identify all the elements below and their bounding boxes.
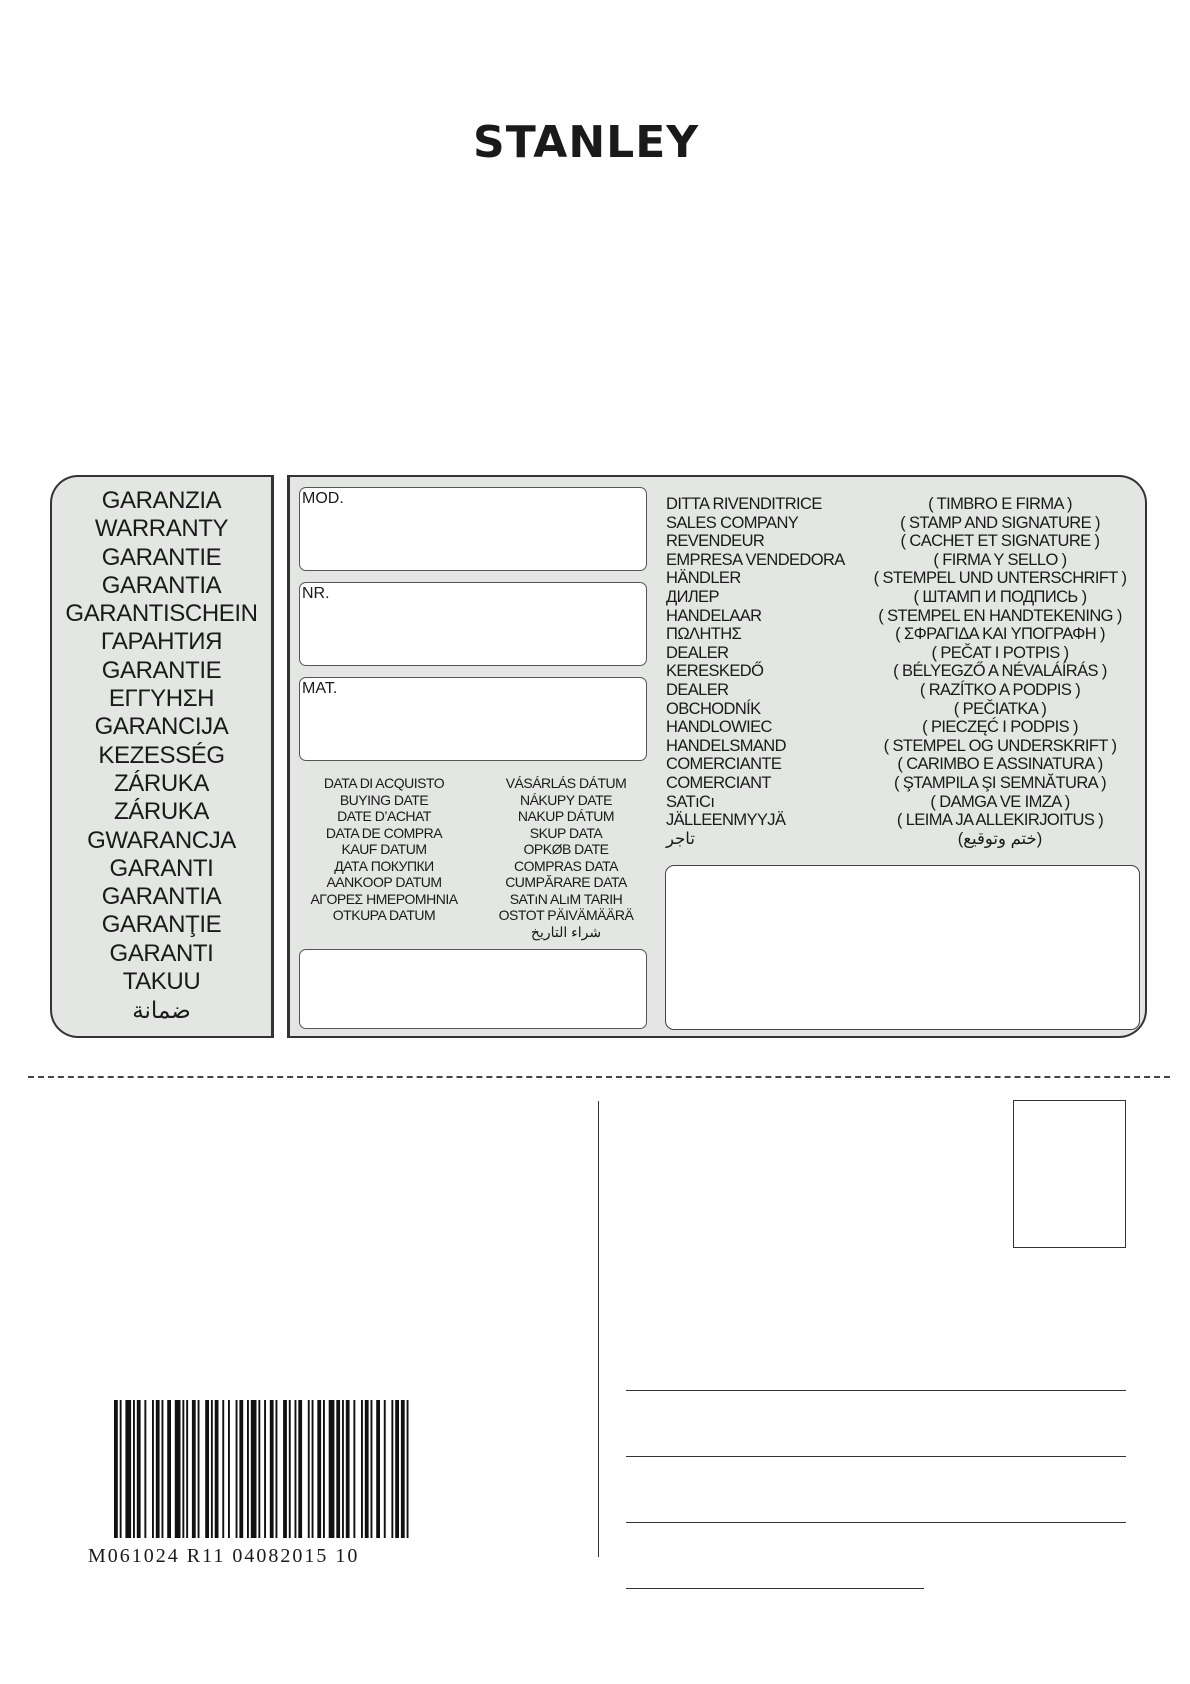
dealer-label: DEALER <box>666 643 729 662</box>
warranty-form-panel <box>287 475 1147 1038</box>
stamp-label: ( TIMBRO E FIRMA ) <box>928 495 1072 513</box>
stamp-label: ( RAZÍTKO A PODPIS ) <box>919 680 1081 699</box>
purchase-date-field[interactable] <box>299 949 647 1029</box>
dealer-label: EMPRESA VENDEDORA <box>666 550 845 569</box>
stamp-label: ( ŞTAMPILA ŞI SEMNĂTURA ) <box>893 773 1107 792</box>
warranty-title-list <box>52 487 271 1025</box>
dealer-label: KERESKEDŐ <box>666 662 764 681</box>
warranty-word: GARANTI <box>109 939 214 967</box>
stamp-label: ( ΣΦΡΑΓΙΔΑ ΚΑΙ ΥΠΟΓΡΑΦΗ ) <box>895 625 1105 644</box>
warranty-word: ZÁRUKA <box>114 798 209 826</box>
cut-line <box>28 1076 1170 1078</box>
dealer-label: DITTA RIVENDITRICE <box>666 495 822 513</box>
warranty-word: GARANTIA <box>101 571 222 599</box>
purchase-date-labels-left <box>294 775 474 924</box>
purchase-date-label: ΑΓΟΡΕΣ ΗΜΕΡΟΜΗΝΙΑ <box>310 890 458 907</box>
stamp-label: ( LEIMA JA ALLEKIRJOITUS ) <box>896 811 1104 830</box>
stamp-label: ( CARIMBO E ASSINATURA ) <box>897 755 1103 774</box>
stamp-signature-labels <box>865 495 1135 848</box>
stamp-label: ( PIECZĘĆ I PODPIS ) <box>922 718 1078 737</box>
warranty-word: GARANTISCHEIN <box>65 600 258 628</box>
dealer-label: HÄNDLER <box>666 569 741 588</box>
stamp-label: ( PEČIATKA ) <box>953 699 1047 718</box>
purchase-date-label: DATE D’ACHAT <box>337 808 431 824</box>
stamp-label: ( CACHET ET SIGNATURE ) <box>900 532 1100 551</box>
stamp-label: ( STEMPEL UND UNTERSCHRIFT ) <box>873 569 1127 588</box>
warranty-word: GARANTIE <box>101 543 222 571</box>
purchase-date-label: CUMPĂRARE DATA <box>505 874 627 890</box>
serial-number-label: NR. <box>302 585 330 602</box>
dealer-label: COMERCIANT <box>666 773 771 792</box>
model-field[interactable] <box>299 487 647 571</box>
purchase-date-label: DATA DE COMPRA <box>325 824 443 841</box>
dealer-label: ДИЛЕР <box>666 587 719 606</box>
stamp-label: ( PEČAT I POTPIS ) <box>931 643 1069 662</box>
dealer-label: REVENDEUR <box>666 532 765 551</box>
stamp-label: ( STAMP AND SIGNATURE ) <box>900 513 1100 532</box>
stanley-logo: STANLEY <box>473 117 700 168</box>
barcode <box>112 1400 502 1538</box>
barcode-number: M061024 R11 04082015 10 <box>88 1545 360 1567</box>
warranty-word: GWARANCJA <box>87 826 236 854</box>
stamp-label: (ختم وتوقيع) <box>957 829 1043 848</box>
purchase-date-label: OSTOT PÄIVÄMÄÄRÄ <box>498 907 634 923</box>
warranty-word: GARANŢIE <box>101 911 222 939</box>
warranty-word: WARRANTY <box>94 515 229 543</box>
purchase-date-label: KAUF DATUM <box>341 841 427 857</box>
warranty-word: ΕΓΓΥΗΣΗ <box>108 685 215 713</box>
warranty-word: KEZESSÉG <box>98 741 225 769</box>
dealer-label: تاجر <box>666 829 695 848</box>
purchase-date-label: AANKOOP DATUM <box>326 874 442 890</box>
address-line[interactable] <box>626 1390 1126 1391</box>
stamp-label: ( ШТАМП И ПОДПИСЬ ) <box>913 587 1087 606</box>
purchase-date-label: شراء التاريخ <box>530 923 602 940</box>
dealer-label: SATıCı <box>666 792 715 811</box>
dealer-stamp-box[interactable] <box>665 865 1140 1030</box>
postcard-divider <box>598 1101 599 1557</box>
dealer-label: SALES COMPANY <box>666 513 799 532</box>
address-line[interactable] <box>626 1456 1126 1457</box>
warranty-word: GARANTI <box>109 854 214 882</box>
purchase-date-label: BUYING DATE <box>339 791 429 808</box>
warranty-word: GARANZIA <box>101 487 222 514</box>
dealer-label: DEALER <box>666 680 729 699</box>
stamp-label: ( DAMGA VE IMZA ) <box>930 792 1070 811</box>
dealer-label: HANDELSMAND <box>666 736 786 755</box>
stamp-label: ( FIRMA Y SELLO ) <box>933 550 1067 569</box>
material-label: MAT. <box>302 680 338 697</box>
dealer-labels <box>666 495 866 848</box>
dealer-label: COMERCIANTE <box>666 755 782 774</box>
purchase-date-label: SKUP DATA <box>529 824 603 841</box>
address-line[interactable] <box>626 1522 1126 1523</box>
purchase-date-label: OTKUPA DATUM <box>332 907 436 923</box>
purchase-date-label: OPKØB DATE <box>523 841 609 857</box>
address-line[interactable] <box>626 1588 924 1589</box>
purchase-date-label: DATA DI ACQUISTO <box>323 775 445 791</box>
warranty-word: ZÁRUKA <box>114 769 209 797</box>
dealer-label: HANDLOWIEC <box>666 718 772 737</box>
warranty-word: GARANTIE <box>101 656 222 684</box>
stamp-label: ( STEMPEL EN HANDTEKENING ) <box>878 606 1122 625</box>
dealer-label: ΠΩΛΗΤΗΣ <box>666 625 742 644</box>
stamp-label: ( STEMPEL OG UNDERSKRIFT ) <box>883 736 1117 755</box>
warranty-word: ضمانة <box>132 997 191 1024</box>
warranty-word: GARANCIJA <box>94 713 229 741</box>
purchase-date-label: VÁSÁRLÁS DÁTUM <box>505 775 627 791</box>
purchase-date-label: COMPRAS DATA <box>514 857 618 874</box>
warranty-word: GARANTIA <box>101 883 222 911</box>
purchase-date-labels-right <box>476 775 656 940</box>
purchase-date-label: ДАТА ПОКУПКИ <box>334 857 434 874</box>
serial-number-field[interactable] <box>299 582 647 666</box>
warranty-word: TAKUU <box>122 968 201 996</box>
dealer-label: JÄLLEENMYYJÄ <box>666 811 786 830</box>
model-label: MOD. <box>302 490 344 507</box>
purchase-date-label: NÁKUPY DATE <box>519 791 612 808</box>
dealer-label: OBCHODNÍK <box>666 699 761 718</box>
postage-stamp-box <box>1013 1100 1126 1248</box>
warranty-word: ГАРАНТИЯ <box>100 628 223 656</box>
purchase-date-label: NAKUP DÁTUM <box>517 808 615 824</box>
dealer-label: HANDELAAR <box>666 606 762 625</box>
purchase-date-label: SATıN ALıM TARIH <box>509 890 623 907</box>
warranty-title-panel <box>50 475 274 1038</box>
stamp-label: ( BÉLYEGZŐ A NÉVALÁÍRÁS ) <box>893 662 1107 681</box>
material-field[interactable] <box>299 677 647 761</box>
